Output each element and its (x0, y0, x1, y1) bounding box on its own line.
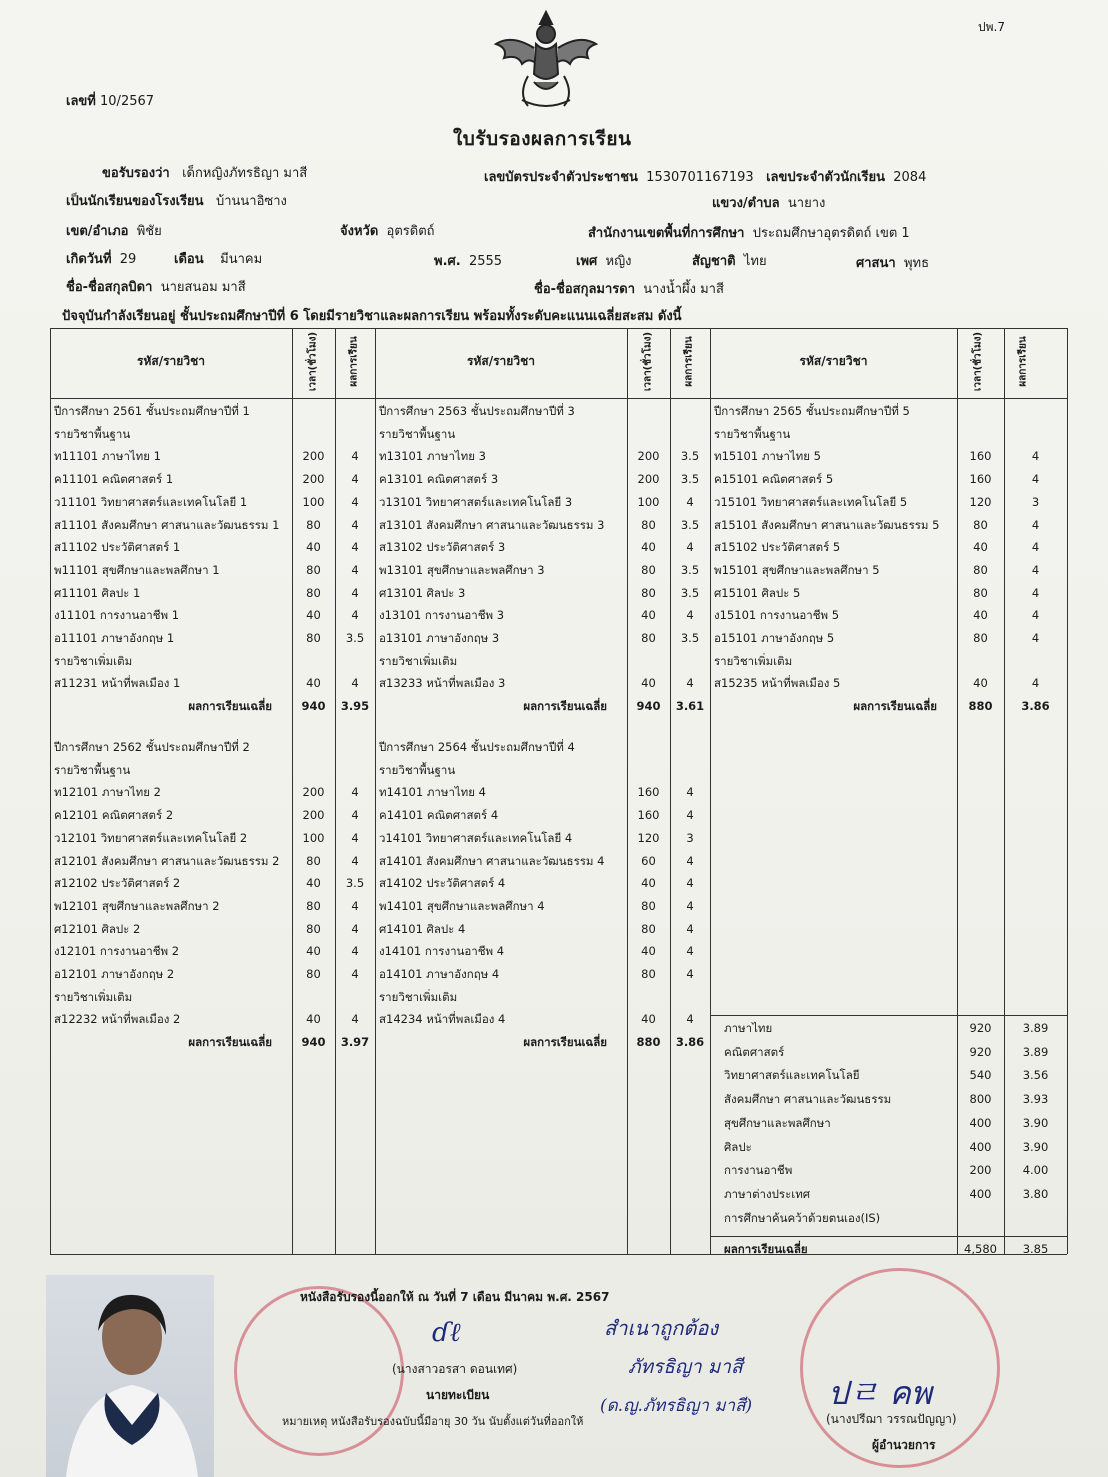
subject-hours: 80 (306, 517, 321, 532)
current-study-text: ปัจจุบันกำลังเรียนอยู่ ชั้นประถมศึกษาปีที่ 6 โดยมีรายวิชาและผลการเรียน พร้อมทั้งระดับคะแนนเฉลี่ยสะสม ดังนี้ (62, 309, 682, 324)
subject-name: ง14101 การงานอาชีพ 4 (379, 944, 505, 959)
subject-name: พ13101 สุขศึกษาและพลศึกษา 3 (379, 562, 545, 577)
subject-name: ส11102 ประวัติศาสตร์ 1 (54, 540, 181, 555)
subject-hours: 100 (637, 494, 660, 509)
doc-number (66, 90, 154, 111)
garuda-emblem-icon (488, 4, 604, 112)
total-hours: 940 (301, 699, 326, 714)
subject-hours: 40 (306, 876, 321, 891)
summary-total-border (710, 1236, 1067, 1237)
subject-hours: 100 (302, 494, 325, 509)
header-grade: ผลการเรียน (683, 336, 695, 387)
extra-subjects-label: รายวิชาเพิ่มเติม (379, 653, 458, 668)
basic-subjects-label: รายวิชาพื้นฐาน (54, 762, 131, 777)
subject-name: ส15102 ประวัติศาสตร์ 5 (714, 540, 841, 555)
summary-subject: การศึกษาค้นคว้าด้วยตนเอง(IS) (724, 1210, 881, 1225)
subject-hours: 80 (641, 921, 656, 936)
year-title: ปีการศึกษา 2561 ชั้นประถมศึกษาปีที่ 1 (54, 404, 250, 418)
subject-grade: 4 (686, 676, 694, 691)
subject-grade: 3 (1031, 494, 1040, 509)
subject-name: ง13101 การงานอาชีพ 3 (379, 608, 505, 623)
summary-total-hours: 4,580 (964, 1242, 997, 1257)
extra-subjects-label: รายวิชาเพิ่มเติม (714, 653, 793, 668)
student-portrait-icon (46, 1275, 214, 1477)
subject-grade: 4 (351, 1012, 359, 1027)
father-line (66, 276, 246, 297)
subject-grade: 4 (686, 921, 694, 936)
subject-hours: 120 (969, 494, 992, 509)
summary-subject: คณิตศาสตร์ (724, 1044, 785, 1059)
basic-subjects-label: รายวิชาพื้นฐาน (54, 426, 131, 441)
header-subject: รหัส/รายวิชา (467, 354, 535, 368)
subject-grade: 4 (1031, 631, 1040, 645)
subject-grade: 3.5 (345, 631, 365, 645)
subject-grade: 4 (351, 967, 359, 981)
birth-year-value: 2555 (468, 254, 503, 269)
father-value: นายสนอม มาสี (160, 280, 246, 295)
subject-grade: 4 (351, 540, 359, 555)
average-grade: 3.61 (675, 699, 705, 714)
birth-month-label: เดือน (174, 252, 204, 267)
subject-name: ส15101 สังคมศึกษา ศาสนาและวัฒนธรรม 5 (714, 517, 940, 532)
subject-name: ค11101 คณิตศาสตร์ 1 (54, 472, 174, 487)
student-id-value: 2084 (893, 170, 927, 185)
subject-grade: 4 (351, 472, 359, 487)
subject-grade: 4 (351, 585, 359, 600)
subject-name: ค14101 คณิตศาสตร์ 4 (379, 808, 499, 823)
average-grade: 3.95 (340, 699, 370, 714)
id-card-line (484, 166, 926, 187)
province-label: จังหวัด (340, 224, 379, 239)
school-stamp-left (234, 1286, 404, 1456)
header-subject: รหัส/รายวิชา (799, 354, 868, 368)
subject-name: พ12101 สุขศึกษาและพลศึกษา 2 (54, 898, 220, 913)
summary-hours (957, 1207, 1004, 1229)
subject-name: ศ15101 ศิลปะ 5 (714, 585, 801, 600)
gender-line (576, 250, 632, 271)
summary-grade: 3.90 (1022, 1139, 1049, 1154)
subject-name: ส14234 หน้าที่พลเมือง 4 (379, 1012, 506, 1027)
subject-hours: 200 (302, 785, 325, 800)
summary-hours: 540 (969, 1068, 992, 1083)
year-title: ปีการศึกษา 2562 ชั้นประถมศึกษาปีที่ 2 (54, 740, 250, 754)
student-name: เด็กหญิงภัทรธิญา มาสี (182, 166, 308, 181)
subject-grade: 4 (686, 967, 694, 981)
subject-hours: 80 (306, 921, 321, 936)
subdistrict-value: นายาง (787, 196, 826, 211)
district-line (66, 220, 162, 241)
subject-grade: 4 (686, 785, 694, 800)
subject-name: อ11101 ภาษาอังกฤษ 1 (54, 631, 175, 645)
subject-grade: 3.5 (680, 449, 700, 464)
subject-hours: 40 (973, 676, 988, 691)
average-label: ผลการเรียนเฉลี่ย (188, 1035, 272, 1050)
basic-subjects-label: รายวิชาพื้นฐาน (714, 426, 791, 441)
subject-name: ศ12101 ศิลปะ 2 (54, 921, 141, 936)
subject-hours: 80 (306, 898, 321, 913)
office-label: สำนักงานเขตพื้นที่การศึกษา (588, 226, 745, 241)
subject-name: ท15101 ภาษาไทย 5 (714, 449, 821, 464)
subject-hours: 40 (641, 944, 656, 959)
subject-hours: 80 (306, 585, 321, 600)
subject-grade: 3.5 (680, 517, 700, 532)
subject-hours: 80 (306, 853, 321, 868)
header-grade: ผลการเรียน (348, 336, 360, 387)
subject-hours: 40 (641, 876, 656, 891)
subject-hours: 200 (302, 808, 325, 823)
subject-hours: 40 (306, 676, 321, 691)
subject-name: ส13233 หน้าที่พลเมือง 3 (379, 676, 506, 691)
student-photo (46, 1275, 214, 1477)
province-value: อุตรดิตถ์ (386, 224, 435, 239)
subject-name: ว13101 วิทยาศาสตร์และเทคโนโลยี 3 (379, 494, 573, 509)
registrar-signature: ɗℓ (432, 1318, 461, 1348)
gender-value: หญิง (605, 254, 632, 269)
year-title: ปีการศึกษา 2563 ชั้นประถมศึกษาปีที่ 3 (379, 404, 575, 418)
summary-total-label: ผลการเรียนเฉลี่ย (724, 1242, 808, 1257)
summary-hours: 920 (969, 1044, 992, 1059)
page-title: ใบรับรองผลการเรียน (453, 128, 632, 150)
subject-hours: 160 (969, 449, 992, 464)
subject-name: ว11101 วิทยาศาสตร์และเทคโนโลยี 1 (54, 494, 248, 509)
summary-subject: ภาษาไทย (724, 1021, 773, 1035)
certify-line (102, 162, 307, 183)
subject-grade: 3.5 (345, 876, 365, 891)
subject-name: ส12232 หน้าที่พลเมือง 2 (54, 1012, 181, 1027)
summary-grade: 4.00 (1022, 1163, 1049, 1178)
subject-hours: 40 (306, 540, 321, 555)
subject-name: พ11101 สุขศึกษาและพลศึกษา 1 (54, 562, 220, 577)
subject-grade: 4 (1031, 517, 1040, 532)
subject-hours: 40 (973, 540, 988, 555)
header-hours: เวลา(ชั่วโมง) (307, 331, 319, 392)
subject-hours: 80 (973, 585, 988, 600)
table-top-border (50, 328, 1067, 329)
subject-grade: 3.5 (680, 631, 700, 645)
subject-name: ส11101 สังคมศึกษา ศาสนาและวัฒนธรรม 1 (54, 517, 280, 532)
subject-hours: 80 (641, 631, 656, 645)
subject-grade: 4 (351, 853, 359, 868)
total-hours: 880 (636, 1035, 661, 1050)
gender-label: เพศ (576, 254, 598, 269)
total-hours: 880 (968, 699, 993, 714)
table-col-border (710, 328, 711, 1254)
extra-subjects-label: รายวิชาเพิ่มเติม (54, 653, 133, 668)
subject-name: ส13101 สังคมศึกษา ศาสนาและวัฒนธรรม 3 (379, 517, 605, 532)
subject-grade: 4 (1031, 608, 1040, 623)
handwritten-full-name: (ด.ญ.ภัทรธิญา มาสี) (600, 1396, 753, 1416)
subject-hours: 40 (641, 608, 656, 623)
extra-subjects-label: รายวิชาเพิ่มเติม (379, 989, 458, 1004)
subject-grade: 4 (351, 921, 359, 936)
district-value: พิชัย (136, 224, 162, 239)
summary-hours: 200 (969, 1163, 992, 1178)
subject-hours: 160 (637, 785, 660, 800)
handwritten-name: ภัทรธิญา มาสี (628, 1356, 743, 1378)
subject-grade: 4 (1031, 585, 1040, 600)
summary-hours: 400 (969, 1139, 992, 1154)
subject-grade: 3.5 (680, 585, 700, 600)
subject-grade: 4 (686, 853, 694, 868)
birth-year-line (434, 250, 502, 271)
subject-name: ว12101 วิทยาศาสตร์และเทคโนโลยี 2 (54, 830, 248, 845)
subject-name: พ15101 สุขศึกษาและพลศึกษา 5 (714, 562, 880, 577)
subject-hours: 80 (973, 517, 988, 532)
subject-hours: 200 (637, 449, 660, 464)
subject-grade: 4 (351, 808, 359, 823)
nationality-value: ไทย (743, 254, 767, 269)
subject-name: อ14101 ภาษาอังกฤษ 4 (379, 967, 500, 981)
office-line (588, 222, 910, 243)
subject-name: พ14101 สุขศึกษาและพลศึกษา 4 (379, 898, 545, 913)
birth-month-value: มีนาคม (220, 252, 263, 267)
subject-name: ส12102 ประวัติศาสตร์ 2 (54, 876, 181, 891)
table-col-border (375, 328, 376, 1254)
summary-grade: 3.89 (1022, 1021, 1049, 1035)
summary-subject: สุขศึกษาและพลศึกษา (724, 1115, 831, 1130)
summary-grade: 3.80 (1022, 1186, 1049, 1201)
subject-grade: 4 (351, 608, 359, 623)
header-hours: เวลา(ชั่วโมง) (972, 331, 984, 392)
subject-grade: 4 (686, 898, 694, 913)
certify-label: ขอรับรองว่า (102, 166, 170, 181)
subject-name: ท12101 ภาษาไทย 2 (54, 785, 161, 800)
average-grade: 3.86 (675, 1035, 705, 1050)
subject-name: ส14102 ประวัติศาสตร์ 4 (379, 876, 506, 891)
id-card-label: เลขบัตรประจำตัวประชาชน (484, 170, 638, 185)
subject-name: อ15101 ภาษาอังกฤษ 5 (714, 631, 835, 645)
subject-name: อ13101 ภาษาอังกฤษ 3 (379, 631, 500, 645)
mother-line (534, 278, 724, 299)
subject-grade: 4 (1031, 562, 1040, 577)
subject-name: ส13102 ประวัติศาสตร์ 3 (379, 540, 506, 555)
subject-grade: 4 (686, 540, 694, 555)
subject-grade: 4 (351, 785, 359, 800)
table-col-border (50, 328, 51, 1254)
subject-hours: 80 (641, 562, 656, 577)
header-grade: ผลการเรียน (1017, 336, 1029, 387)
director-name: (นางปรีฌา วรรณปัญญา) (826, 1412, 957, 1426)
subject-hours: 40 (306, 1012, 321, 1027)
subject-grade: 4 (1031, 676, 1040, 691)
subject-name: ส11231 หน้าที่พลเมือง 1 (54, 676, 181, 691)
subdistrict-line (712, 192, 825, 213)
mother-value: นางน้ำผึ้ง มาสี (643, 282, 724, 297)
table-bottom-border (50, 1254, 1067, 1255)
subject-grade: 3 (686, 830, 694, 845)
subject-grade: 4 (351, 562, 359, 577)
religion-value: พุทธ (903, 256, 930, 271)
handwritten-certified: สำเนาถูกต้อง (604, 1316, 719, 1340)
subject-grade: 4 (351, 898, 359, 913)
subject-hours: 40 (306, 608, 321, 623)
director-signature: ปㄹ คพ (828, 1374, 932, 1412)
subject-grade: 3.5 (680, 472, 700, 487)
subject-name: ค13101 คณิตศาสตร์ 3 (379, 472, 499, 487)
summary-grade: 3.90 (1022, 1115, 1049, 1130)
form-code: ปพ.7 (978, 20, 1005, 34)
summary-hours: 800 (969, 1092, 992, 1107)
birth-line (66, 248, 136, 269)
average-label: ผลการเรียนเฉลี่ย (188, 699, 272, 714)
year-title: ปีการศึกษา 2564 ชั้นประถมศึกษาปีที่ 4 (379, 740, 575, 754)
district-label: เขต/อำเภอ (66, 224, 129, 239)
summary-hours: 920 (969, 1021, 992, 1035)
subject-hours: 80 (306, 967, 321, 981)
subject-name: อ12101 ภาษาอังกฤษ 2 (54, 967, 175, 981)
subject-name: ง15101 การงานอาชีพ 5 (714, 608, 840, 623)
average-label: ผลการเรียนเฉลี่ย (523, 1035, 607, 1050)
subject-grade: 4 (1031, 472, 1040, 487)
subject-hours: 60 (641, 853, 656, 868)
subject-name: ศ14101 ศิลปะ 4 (379, 921, 466, 936)
extra-subjects-label: รายวิชาเพิ่มเติม (54, 989, 133, 1004)
registrar-title: นายทะเบียน (426, 1388, 490, 1402)
subject-name: ศ11101 ศิลปะ 1 (54, 585, 141, 600)
subject-hours: 200 (637, 472, 660, 487)
subject-hours: 160 (637, 808, 660, 823)
total-hours: 940 (636, 699, 661, 714)
nationality-label: สัญชาติ (692, 254, 736, 269)
header-hours: เวลา(ชั่วโมง) (642, 331, 654, 392)
subject-name: ศ13101 ศิลปะ 3 (379, 585, 466, 600)
subject-hours: 100 (302, 830, 325, 845)
subject-grade: 4 (351, 449, 359, 464)
father-label: ชื่อ-ชื่อสกุลบิดา (66, 280, 153, 295)
province-line (340, 220, 435, 241)
office-value: ประถมศึกษาอุตรดิตถ์ เขต 1 (752, 226, 910, 241)
student-id-label: เลขประจำตัวนักเรียน (766, 170, 885, 185)
religion-line (856, 252, 929, 273)
subject-hours: 40 (641, 540, 656, 555)
subject-hours: 40 (306, 944, 321, 959)
subject-name: ว14101 วิทยาศาสตร์และเทคโนโลยี 4 (379, 830, 573, 845)
subject-hours: 120 (637, 830, 660, 845)
year-title: ปีการศึกษา 2565 ชั้นประถมศึกษาปีที่ 5 (714, 404, 910, 418)
mother-label: ชื่อ-ชื่อสกุลมารดา (534, 282, 636, 297)
subject-grade: 4 (686, 1012, 694, 1027)
average-grade: 3.97 (340, 1035, 370, 1050)
birth-month-line (174, 248, 262, 269)
summary-hours: 400 (969, 1186, 992, 1201)
subject-grade: 4 (351, 494, 359, 509)
average-label: ผลการเรียนเฉลี่ย (853, 699, 937, 714)
validity-note: หมายเหตุ หนังสือรับรองฉบับนี้มีอายุ 30 วัน นับตั้งแต่วันที่ออกให้ (282, 1415, 584, 1428)
summary-grade: 3.89 (1022, 1044, 1049, 1059)
summary-grade (1004, 1207, 1067, 1229)
subject-hours: 40 (641, 676, 656, 691)
subject-grade: 4 (1031, 449, 1040, 464)
summary-grade: 3.93 (1022, 1092, 1049, 1107)
director-title: ผู้อำนวยการ (872, 1438, 936, 1452)
subject-hours: 80 (973, 562, 988, 577)
subject-name: ท13101 ภาษาไทย 3 (379, 449, 486, 464)
subject-grade: 4 (686, 876, 694, 891)
birth-day-label: เกิดวันที่ (66, 252, 112, 267)
summary-subject: วิทยาศาสตร์และเทคโนโลยี (724, 1068, 860, 1083)
basic-subjects-label: รายวิชาพื้นฐาน (379, 426, 456, 441)
summary-grade: 3.56 (1022, 1068, 1049, 1083)
subject-hours: 200 (302, 472, 325, 487)
subject-name: ง11101 การงานอาชีพ 1 (54, 608, 180, 623)
average-grade: 3.86 (1021, 699, 1050, 714)
birth-day-value: 29 (119, 252, 137, 267)
id-card-value: 1530701167193 (646, 170, 754, 185)
religion-label: ศาสนา (856, 256, 896, 271)
subject-grade: 4 (686, 808, 694, 823)
subject-hours: 80 (641, 967, 656, 981)
birth-year-label: พ.ศ. (434, 254, 461, 269)
subject-name: ส12101 สังคมศึกษา ศาสนาและวัฒนธรรม 2 (54, 853, 280, 868)
subdistrict-label: แขวง/ตำบล (712, 196, 780, 211)
subject-hours: 80 (641, 898, 656, 913)
registrar-name: (นางสาวอรสา ดอนเทศ) (392, 1362, 518, 1376)
header-subject: รหัส/รายวิชา (137, 354, 205, 368)
nationality-line (692, 250, 767, 271)
subject-name: ค12101 คณิตศาสตร์ 2 (54, 808, 174, 823)
summary-top-border (710, 1015, 1067, 1016)
issue-text: หนังสือรับรองนี้ออกให้ ณ วันที่ 7 เดือน มีนาคม พ.ศ. 2567 (300, 1290, 610, 1304)
school-value: บ้านนาอิซาง (215, 194, 287, 209)
subject-grade: 4 (686, 494, 694, 509)
subject-hours: 40 (973, 608, 988, 623)
subject-name: ง12101 การงานอาชีพ 2 (54, 944, 180, 959)
summary-subject: สังคมศึกษา ศาสนาและวัฒนธรรม (724, 1092, 892, 1107)
subject-name: ส15235 หน้าที่พลเมือง 5 (714, 676, 841, 691)
summary-hours: 400 (969, 1115, 992, 1130)
subject-hours: 80 (641, 585, 656, 600)
school-line (66, 190, 287, 211)
summary-subject: ภาษาต่างประเทศ (724, 1186, 811, 1201)
summary-subject: การงานอาชีพ (724, 1163, 793, 1178)
table-right-border (1067, 328, 1068, 1254)
subject-grade: 4 (351, 830, 359, 845)
school-label: เป็นนักเรียนของโรงเรียน (66, 194, 204, 209)
summary-total-avg: 3.85 (1022, 1242, 1049, 1257)
subject-name: ท14101 ภาษาไทย 4 (379, 785, 486, 800)
subject-grade: 3.5 (680, 562, 700, 577)
doc-number-label: เลขที่ (66, 94, 96, 109)
subject-hours: 80 (306, 562, 321, 577)
subject-hours: 160 (969, 472, 992, 487)
subject-grade: 4 (351, 517, 359, 532)
subject-grade: 4 (351, 676, 359, 691)
subject-name: ค15101 คณิตศาสตร์ 5 (714, 472, 834, 487)
subject-grade: 4 (686, 608, 694, 623)
subject-grade: 4 (1031, 540, 1040, 555)
doc-number-value: 10/2567 (100, 94, 155, 109)
subject-grade: 4 (686, 944, 694, 959)
subject-grade: 4 (351, 944, 359, 959)
subject-name: ว15101 วิทยาศาสตร์และเทคโนโลยี 5 (714, 494, 908, 509)
subject-hours: 80 (973, 631, 988, 645)
total-hours: 940 (301, 1035, 326, 1050)
table-header-border (50, 398, 1067, 399)
subject-name: ส14101 สังคมศึกษา ศาสนาและวัฒนธรรม 4 (379, 853, 605, 868)
subject-name: ท11101 ภาษาไทย 1 (54, 449, 161, 464)
average-label: ผลการเรียนเฉลี่ย (523, 699, 607, 714)
subject-hours: 80 (641, 517, 656, 532)
subject-hours: 40 (641, 1012, 656, 1027)
subject-hours: 80 (306, 631, 321, 645)
subject-hours: 200 (302, 449, 325, 464)
basic-subjects-label: รายวิชาพื้นฐาน (379, 762, 456, 777)
summary-subject: ศิลปะ (724, 1139, 752, 1154)
